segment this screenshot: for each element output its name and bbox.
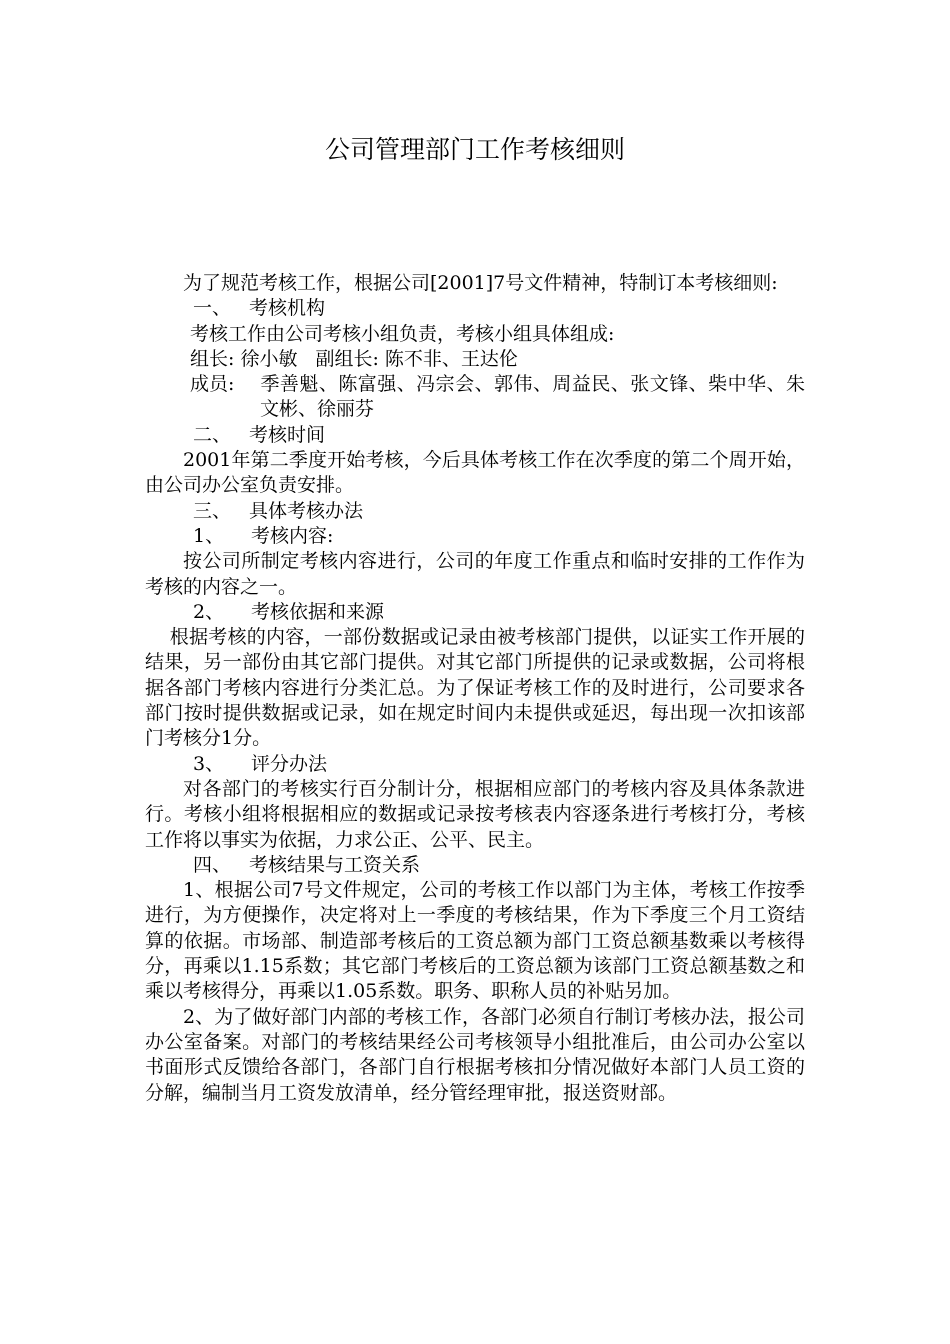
subsection-number: 3、 [193, 752, 225, 775]
section-heading [145, 853, 805, 878]
section-title: 具体考核办法 [249, 499, 364, 522]
section-paragraph: 2001年第二季度开始考核，今后具体考核工作在次季度的第二个周开始，由公司办公室负责安排。 [145, 449, 805, 497]
subsection-paragraph: 对各部门的考核实行百分制计分，根据相应部门的考核内容及具体条款进行。考核小组将根据相应的数据或记录按考核表内容逐条进行考核打分，考核工作将以事实为依据，力求公正、公平、民主。 [145, 777, 805, 851]
subsection-title: 评分办法 [251, 752, 328, 775]
subsection-number: 1、 [193, 524, 225, 547]
section-heading [145, 423, 805, 448]
section-heading [145, 296, 805, 321]
section-heading [145, 499, 805, 524]
subsection-paragraph: 根据考核的内容，一部份数据或记录由被考核部门提供，以证实工作开展的结果，另一部份由其它部门提供。对其它部门所提供的记录或数据，公司将根据各部门考核内容进行分类汇总。为了保证考核工作的及时进行，公司要求各部门按时提供数据或记录，如在规定时间内未提供或延迟，每出现一次扣该部门考核分1分。 [145, 626, 805, 750]
members-names: 季善魁、陈富强、冯宗会、郭伟、周益民、张文锋、柴中华、朱文彬、徐丽芬 [260, 373, 805, 421]
leader-name: 徐小敏 [240, 347, 298, 370]
document-title: 公司管理部门工作考核细则 [324, 135, 625, 164]
deputy-names: 陈不非、王达伦 [384, 347, 518, 370]
section-number: 四、 [193, 853, 232, 876]
section-title: 考核结果与工资关系 [249, 853, 421, 876]
subsection-number: 2、 [193, 600, 225, 623]
members-label: 成员: [190, 373, 235, 396]
leader-line [145, 347, 805, 372]
intro-paragraph: 为了规范考核工作，根据公司[2001]7号文件精神，特制订本考核细则: [183, 272, 778, 294]
document-body [145, 271, 805, 1106]
subsection-heading [145, 752, 805, 777]
section-title: 考核机构 [249, 297, 326, 320]
subsection-heading [145, 600, 805, 625]
subsection-paragraph: 按公司所制定考核内容进行，公司的年度工作重点和临时安排的工作作为考核的内容之一。 [145, 550, 805, 598]
section-number: 二、 [193, 423, 232, 446]
section-number: 一、 [193, 297, 232, 320]
members-line [145, 372, 805, 423]
section-paragraph: 1、根据公司7号文件规定，公司的考核工作以部门为主体，考核工作按季进行，为方便操作，决定将对上一季度的考核结果，作为下季度三个月工资结算的依据。市场部、制造部考核后的工资总额为部门工资总额基数乘以考核得分，再乘以1.15系数；其它部门考核后的工资总额为该部门工资总额基数之和乘以考核得分，再乘以1.05系数。职务、职称人员的补贴另加。 [145, 879, 805, 1003]
section-paragraph: 2、为了做好部门内部的考核工作，各部门必须自行制订考核办法，报公司办公室备案。对部门的考核结果经公司考核领导小组批准后，由公司办公室以书面形式反馈给各部门，各部门自行根据考核扣分情况做好本部门人员工资的分解，编制当月工资发放清单，经分管经理审批，报送资财部。 [145, 1005, 805, 1104]
subsection-title: 考核内容: [251, 524, 334, 547]
section-paragraph: 考核工作由公司考核小组负责，考核小组具体组成: [190, 322, 615, 345]
deputy-label: 副组长: [315, 347, 379, 370]
section-number: 三、 [193, 499, 232, 522]
leader-label: 组长: [190, 347, 235, 370]
section-title: 考核时间 [249, 423, 326, 446]
subsection-heading [145, 524, 805, 549]
subsection-title: 考核依据和来源 [251, 600, 385, 623]
